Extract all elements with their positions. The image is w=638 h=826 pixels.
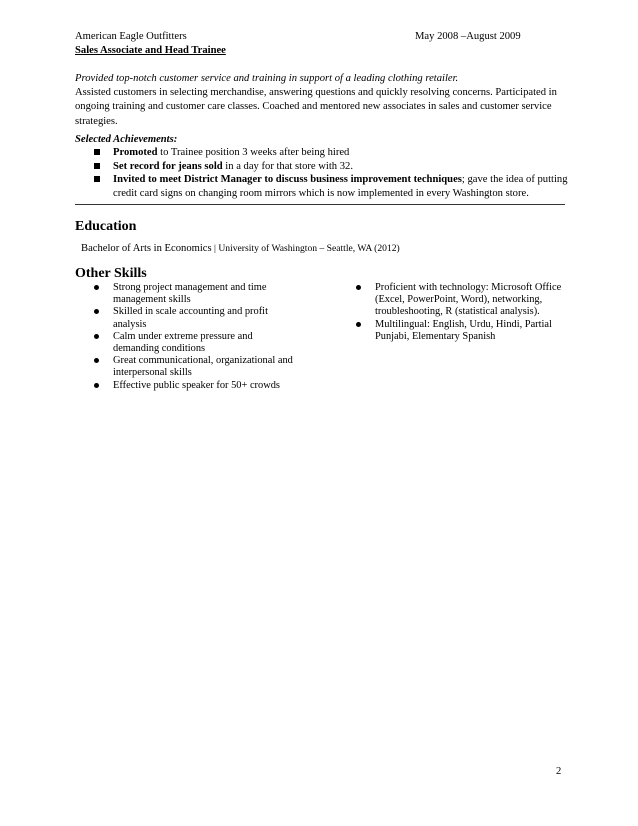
square-bullet-icon: [94, 149, 100, 155]
skill-text: Skilled in scale accounting and profit analysis: [113, 306, 268, 330]
bullet-icon: [356, 285, 361, 290]
list-item: [94, 282, 299, 306]
job-company: American Eagle Outfitters: [75, 31, 187, 42]
square-bullet-icon: [94, 176, 100, 182]
degree: Bachelor of Arts in Economics: [81, 243, 212, 254]
job-dates: May 2008 –August 2009: [415, 31, 521, 42]
skills-list-right: [356, 282, 566, 343]
skill-text: Great communicational, organizational and interpersonal skills: [113, 355, 293, 379]
bullet-icon: [94, 334, 99, 339]
skill-text: Strong project management and time management skills: [113, 282, 267, 306]
job-description: [75, 72, 570, 129]
school-details: | University of Washington – Seattle, WA (2012): [211, 243, 400, 254]
section-divider: [75, 204, 565, 205]
skill-text: Multilingual: English, Urdu, Hindi, Partial Punjabi, Elementary Spanish: [375, 318, 552, 342]
list-item: [356, 319, 566, 343]
job-summary: Assisted customers in selecting merchandise, answering questions and quickly resolving concerns. Participated in ongoing training and customer care classes. Coached and mentored new associates in sales and customer service strategies.: [75, 87, 557, 127]
skills-heading: Other Skills: [75, 266, 147, 281]
skills-list-left: [94, 282, 299, 392]
achievement-text: in a day for that store with 32.: [222, 160, 353, 172]
list-item: [93, 160, 568, 174]
achievement-text: to Trainee position 3 weeks after being hired: [157, 147, 350, 158]
skill-text: Calm under extreme pressure and demanding conditions: [113, 330, 253, 355]
education-entry: [81, 242, 400, 256]
square-bullet-icon: [94, 163, 100, 169]
list-item: [94, 331, 299, 355]
list-item: [93, 146, 568, 160]
list-item: [94, 380, 299, 392]
skill-text: Effective public speaker for 50+ crowds: [113, 379, 280, 391]
page-number: 2: [556, 766, 562, 777]
bullet-icon: [94, 309, 99, 314]
education-heading: Education: [75, 219, 137, 234]
bullet-icon: [94, 358, 99, 363]
achievements-heading: Selected Achievements:: [75, 134, 178, 145]
bullet-icon: [94, 383, 99, 388]
list-item: [94, 306, 299, 330]
skill-text: Proficient with technology: Microsoft Office (Excel, PowerPoint, Word), networking, troubleshooting, R (statistical analysis).: [375, 282, 562, 318]
achievement-highlight: Promoted: [113, 147, 158, 158]
list-item: [356, 282, 566, 319]
achievements-list: [93, 146, 568, 200]
job-title: Sales Associate and Head Trainee: [75, 45, 226, 56]
list-item: [93, 173, 568, 200]
achievement-text: ; gave the idea of putting credit card signs on changing room mirrors which is now implemented in every Washington store.: [113, 174, 568, 199]
bullet-icon: [94, 285, 99, 290]
achievement-highlight: Set record for jeans sold: [113, 160, 223, 172]
job-tagline: Provided top-notch customer service and training in support of a leading clothing retailer.: [75, 73, 459, 84]
list-item: [94, 355, 299, 379]
bullet-icon: [356, 322, 361, 327]
achievement-highlight: Invited to meet District Manager to discuss business improvement techniques: [113, 174, 462, 186]
